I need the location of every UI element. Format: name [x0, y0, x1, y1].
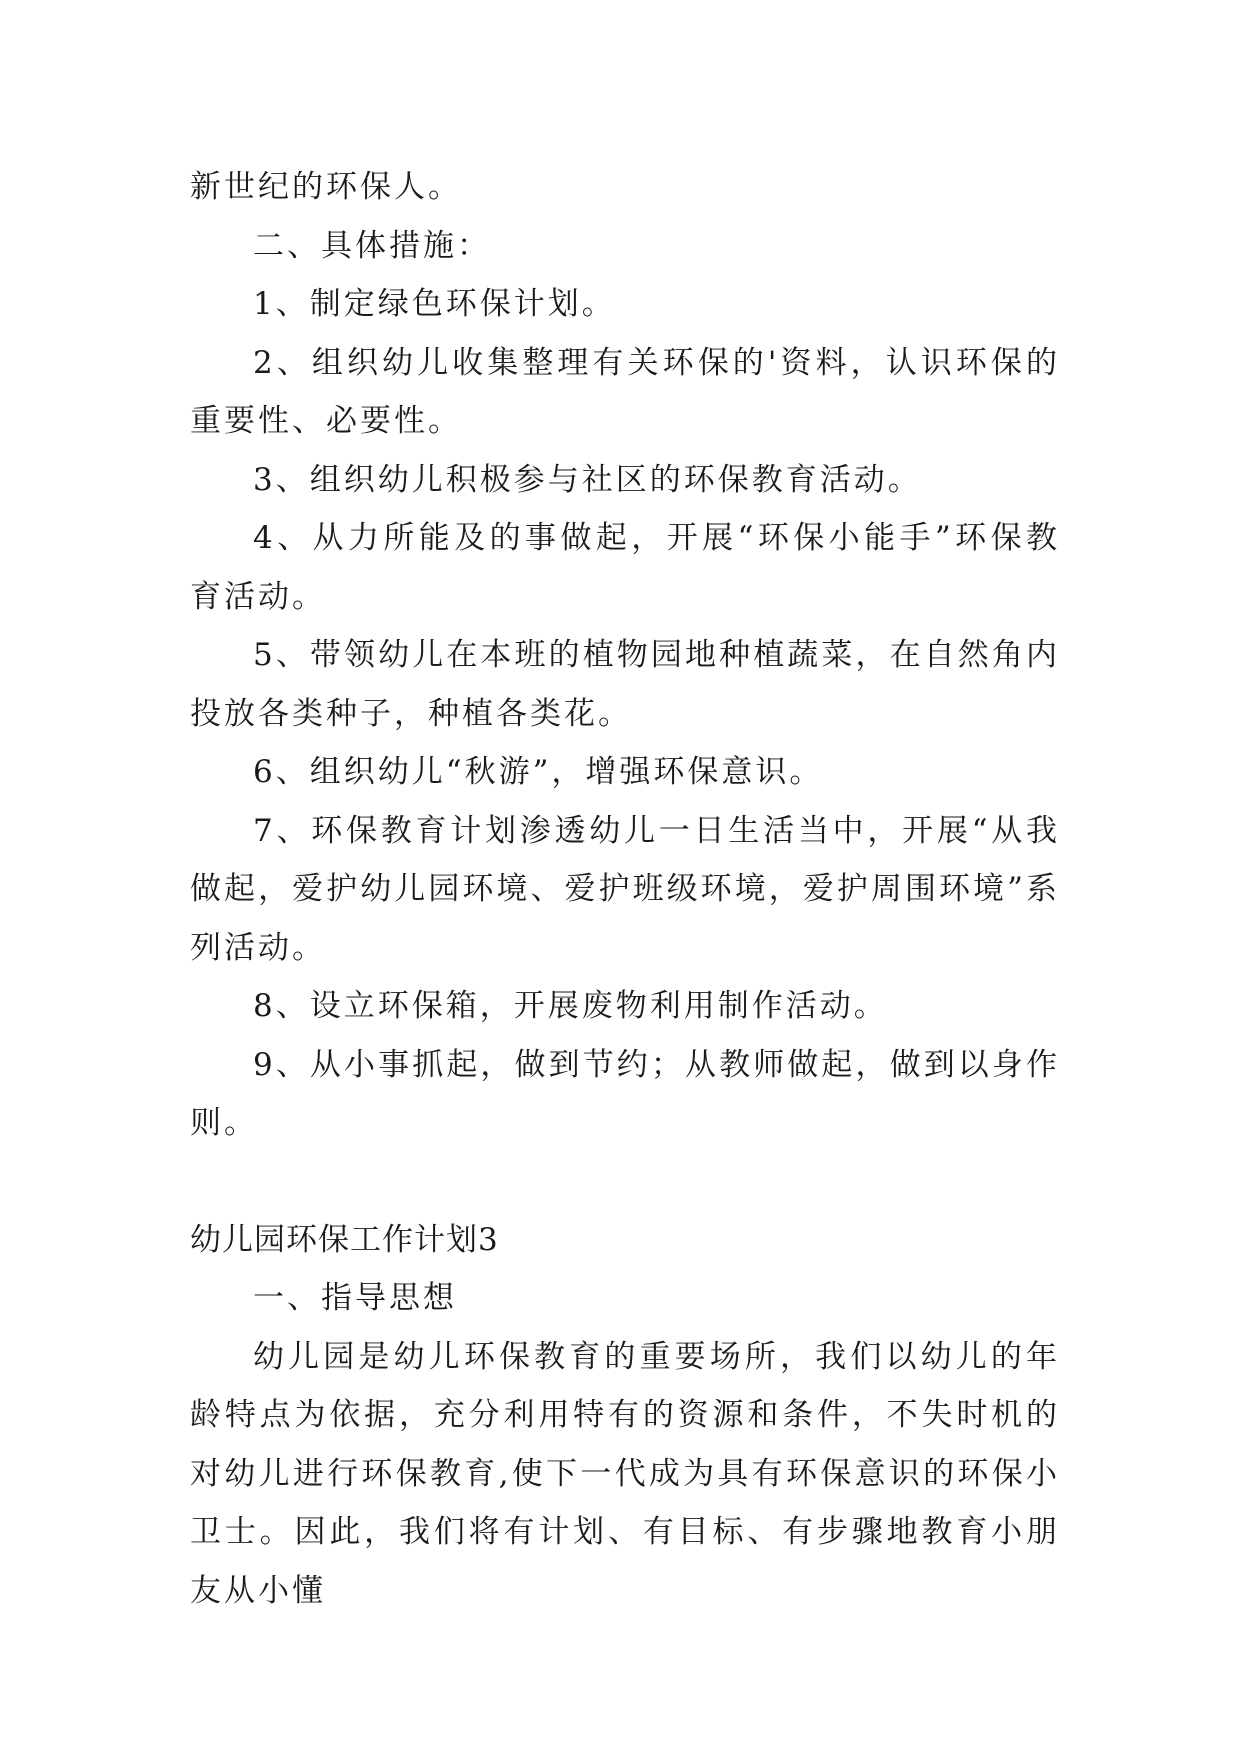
list-item: 5、带领幼儿在本班的植物园地种植蔬菜，在自然角内投放各类种子，种植各类花。 [190, 637, 1060, 732]
paragraph: 幼儿园是幼儿环保教育的重要场所，我们以幼儿的年龄特点为依据，充分利用特有的资源和条件，不失时机的对幼儿进行环保教育,使下一代成为具有环保意识的环保小卫士。因此，我们将有计划、有目标、有步骤地教育小朋友从小懂 [190, 1338, 1060, 1609]
heading-measures: 二、具体措施： [253, 227, 491, 264]
paragraph: 新世纪的环保人。 [190, 169, 462, 205]
heading-guiding-thought: 一、指导思想 [253, 1280, 457, 1316]
list-item: 9、从小事抓起，做到节约；从教师做起，做到以身作则。 [190, 1046, 1060, 1141]
list-item: 4、从力所能及的事做起，开展“环保小能手”环保教育活动。 [190, 520, 1060, 615]
document-body [190, 158, 1060, 1620]
list-item: 6、组织幼儿“秋游”，增强环保意识。 [253, 754, 824, 790]
list-item: 8、设立环保箱，开展废物利用制作活动。 [253, 988, 888, 1024]
list-item: 1、制定绿色环保计划。 [253, 286, 616, 322]
section-title: 幼儿园环保工作计划3 [190, 1221, 499, 1258]
list-item: 2、组织幼儿收集整理有关环保的'资料，认识环保的重要性、必要性。 [190, 344, 1060, 439]
list-item: 3、组织幼儿积极参与社区的环保教育活动。 [253, 461, 922, 498]
list-item: 7、环保教育计划渗透幼儿一日生活当中，开展“从我做起，爱护幼儿园环境、爱护班级环境，爱护周围环境”系列活动。 [190, 812, 1060, 966]
